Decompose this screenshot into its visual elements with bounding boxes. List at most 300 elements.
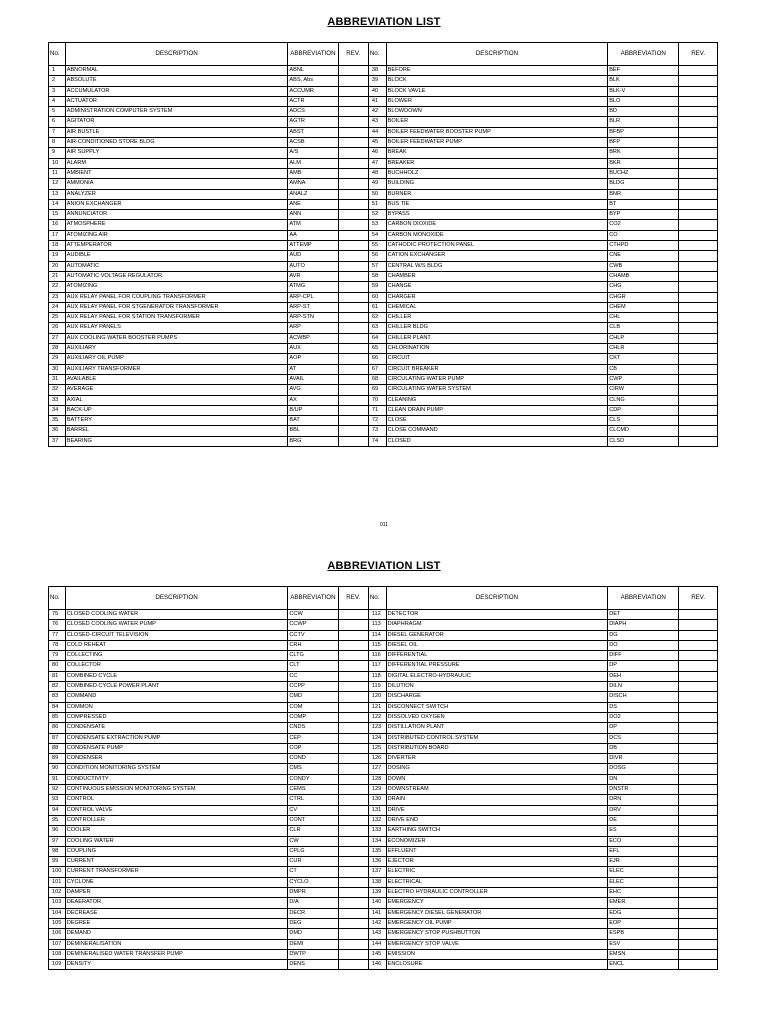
- cell-no: 142: [368, 918, 386, 928]
- cell-abbreviation: DEG: [288, 918, 338, 928]
- table-row: [49, 385, 718, 395]
- cell-abbreviation: AVG: [288, 385, 338, 395]
- cell-description: AMMONIA: [65, 179, 288, 189]
- cell-no: 135: [368, 846, 386, 856]
- cell-rev: [679, 354, 718, 364]
- cell-abbreviation: ADCS: [288, 107, 338, 117]
- cell-abbreviation: ABST: [288, 127, 338, 137]
- cell-no: 109: [49, 960, 66, 970]
- cell-rev: [679, 385, 718, 395]
- header-rev: REV.: [338, 587, 368, 610]
- cell-description: AUXILIARY TRANSFORMER: [65, 364, 288, 374]
- cell-rev: [338, 313, 368, 323]
- cell-rev: [679, 774, 718, 784]
- cell-abbreviation: CTHPD: [608, 241, 679, 251]
- abbreviation-table: [48, 42, 718, 447]
- cell-no: 31: [49, 374, 66, 384]
- cell-no: 118: [368, 671, 386, 681]
- header-abbreviation: ABBREVIATION: [608, 587, 679, 610]
- table-row: [49, 395, 718, 405]
- cell-no: 62: [368, 313, 386, 323]
- cell-description: CIRCUIT: [386, 354, 608, 364]
- cell-rev: [679, 282, 718, 292]
- cell-no: 10: [49, 158, 66, 168]
- cell-abbreviation: BAT: [288, 416, 338, 426]
- cell-rev: [679, 630, 718, 640]
- table-row: [49, 127, 718, 137]
- cell-rev: [338, 302, 368, 312]
- table-row: [49, 168, 718, 178]
- table-row: [49, 117, 718, 127]
- table-row: [49, 826, 718, 836]
- cell-abbreviation: CLB: [608, 323, 679, 333]
- cell-rev: [338, 898, 368, 908]
- cell-rev: [338, 96, 368, 106]
- cell-rev: [679, 189, 718, 199]
- cell-no: 3: [49, 86, 66, 96]
- table-row: [49, 785, 718, 795]
- cell-rev: [679, 416, 718, 426]
- cell-abbreviation: ACTR: [288, 96, 338, 106]
- cell-rev: [679, 86, 718, 96]
- cell-abbreviation: EDG: [608, 908, 679, 918]
- cell-no: 129: [368, 785, 386, 795]
- cell-abbreviation: DEMI: [288, 939, 338, 949]
- cell-description: DIESEL GENERATOR: [386, 630, 608, 640]
- cell-no: 60: [368, 292, 386, 302]
- cell-rev: [679, 364, 718, 374]
- cell-rev: [679, 702, 718, 712]
- cell-abbreviation: ACWBP: [288, 333, 338, 343]
- cell-no: 18: [49, 241, 66, 251]
- cell-no: 22: [49, 282, 66, 292]
- cell-abbreviation: AMB: [288, 168, 338, 178]
- cell-abbreviation: CMS: [288, 764, 338, 774]
- cell-abbreviation: ESV: [608, 939, 679, 949]
- cell-rev: [679, 918, 718, 928]
- cell-no: 114: [368, 630, 386, 640]
- cell-no: 119: [368, 682, 386, 692]
- cell-no: 101: [49, 877, 66, 887]
- cell-description: CENTRAL W/S BLDG: [386, 261, 608, 271]
- cell-rev: [679, 651, 718, 661]
- cell-no: 1: [49, 66, 66, 76]
- cell-rev: [679, 898, 718, 908]
- cell-description: DIFFERENTIAL PRESSURE: [386, 661, 608, 671]
- cell-no: 11: [49, 168, 66, 178]
- cell-abbreviation: CLT: [288, 661, 338, 671]
- cell-rev: [679, 754, 718, 764]
- cell-description: COMPRESSED: [65, 712, 288, 722]
- table-row: [49, 918, 718, 928]
- cell-abbreviation: BLR: [608, 117, 679, 127]
- cell-rev: [679, 661, 718, 671]
- cell-description: CONTROL: [65, 795, 288, 805]
- header-description: DESCRIPTION: [386, 587, 608, 610]
- cell-rev: [679, 960, 718, 970]
- table-row: [49, 179, 718, 189]
- table-row: [49, 754, 718, 764]
- cell-abbreviation: DILN: [608, 682, 679, 692]
- cell-abbreviation: BLO: [608, 96, 679, 106]
- table-row: [49, 96, 718, 106]
- cell-no: 19: [49, 251, 66, 261]
- cell-rev: [679, 117, 718, 127]
- cell-abbreviation: ARP: [288, 323, 338, 333]
- cell-rev: [679, 640, 718, 650]
- cell-rev: [338, 241, 368, 251]
- cell-abbreviation: ARP-CPL: [288, 292, 338, 302]
- cell-rev: [679, 857, 718, 867]
- cell-description: BREAKER: [386, 158, 608, 168]
- cell-rev: [338, 405, 368, 415]
- cell-abbreviation: CONT: [288, 815, 338, 825]
- cell-no: 90: [49, 764, 66, 774]
- cell-no: 48: [368, 168, 386, 178]
- cell-abbreviation: CV: [288, 805, 338, 815]
- cell-no: 37: [49, 436, 66, 446]
- cell-abbreviation: ATMG: [288, 282, 338, 292]
- cell-abbreviation: AUX: [288, 344, 338, 354]
- cell-description: DISTRIBUTION BOARD: [386, 743, 608, 753]
- cell-no: 26: [49, 323, 66, 333]
- cell-no: 38: [368, 66, 386, 76]
- cell-rev: [338, 436, 368, 446]
- cell-abbreviation: CHLR: [608, 344, 679, 354]
- cell-abbreviation: BBL: [288, 426, 338, 436]
- cell-description: AUX RELAY PANELS: [65, 323, 288, 333]
- cell-abbreviation: CHAMB: [608, 271, 679, 281]
- table-row: [49, 313, 718, 323]
- cell-description: AUX RELAY PANEL FOR STGENERATOR TRANSFORMER: [65, 302, 288, 312]
- cell-no: 69: [368, 385, 386, 395]
- table-row: [49, 815, 718, 825]
- cell-description: DILUTION: [386, 682, 608, 692]
- table-row: [49, 908, 718, 918]
- cell-rev: [338, 117, 368, 127]
- cell-abbreviation: CLTG: [288, 651, 338, 661]
- cell-abbreviation: DIVR: [608, 754, 679, 764]
- cell-description: BYPASS: [386, 210, 608, 220]
- cell-rev: [338, 712, 368, 722]
- cell-rev: [338, 220, 368, 230]
- cell-abbreviation: CONDY: [288, 774, 338, 784]
- cell-abbreviation: DS: [608, 702, 679, 712]
- cell-description: BEARING: [65, 436, 288, 446]
- cell-rev: [338, 127, 368, 137]
- cell-abbreviation: ARP-STN: [288, 313, 338, 323]
- cell-abbreviation: CWB: [608, 261, 679, 271]
- cell-abbreviation: D/A: [288, 898, 338, 908]
- cell-abbreviation: BRK: [608, 148, 679, 158]
- cell-abbreviation: ANN: [288, 210, 338, 220]
- cell-rev: [679, 230, 718, 240]
- cell-rev: [338, 867, 368, 877]
- cell-rev: [679, 158, 718, 168]
- cell-rev: [679, 908, 718, 918]
- table-row: [49, 610, 718, 620]
- cell-rev: [338, 374, 368, 384]
- cell-rev: [679, 620, 718, 630]
- cell-description: CYCLONE: [65, 877, 288, 887]
- table-row: [49, 158, 718, 168]
- cell-abbreviation: BLK-V: [608, 86, 679, 96]
- cell-rev: [338, 949, 368, 959]
- cell-rev: [338, 836, 368, 846]
- cell-abbreviation: DENS: [288, 960, 338, 970]
- cell-no: 92: [49, 785, 66, 795]
- page-number: 011: [380, 522, 388, 528]
- cell-no: 122: [368, 712, 386, 722]
- cell-description: CLOSED COOLING WATER PUMP: [65, 620, 288, 630]
- cell-description: AUX COOLING WATER BOOSTER PUMPS: [65, 333, 288, 343]
- cell-description: COOLING WATER: [65, 836, 288, 846]
- cell-rev: [679, 313, 718, 323]
- cell-description: EMERGENCY OIL PUMP: [386, 918, 608, 928]
- cell-description: AVERAGE: [65, 385, 288, 395]
- cell-rev: [679, 251, 718, 261]
- cell-no: 77: [49, 630, 66, 640]
- cell-abbreviation: CHG: [608, 282, 679, 292]
- cell-abbreviation: ES: [608, 826, 679, 836]
- cell-no: 105: [49, 918, 66, 928]
- cell-description: CHAMBER: [386, 271, 608, 281]
- cell-description: ABSOLUTE: [65, 76, 288, 86]
- cell-description: DECREASE: [65, 908, 288, 918]
- cell-rev: [338, 210, 368, 220]
- cell-abbreviation: BLDG: [608, 179, 679, 189]
- cell-abbreviation: CB: [608, 364, 679, 374]
- table-header-row: [49, 587, 718, 610]
- cell-abbreviation: ESPB: [608, 929, 679, 939]
- cell-rev: [679, 302, 718, 312]
- cell-no: 130: [368, 795, 386, 805]
- cell-no: 128: [368, 774, 386, 784]
- table-row: [49, 671, 718, 681]
- cell-no: 45: [368, 138, 386, 148]
- cell-rev: [338, 179, 368, 189]
- cell-rev: [679, 66, 718, 76]
- cell-no: 87: [49, 733, 66, 743]
- cell-description: BLOCK VAVLE: [386, 86, 608, 96]
- cell-rev: [338, 148, 368, 158]
- header-no: No.: [49, 587, 66, 610]
- table-row: [49, 960, 718, 970]
- cell-abbreviation: EMSN: [608, 949, 679, 959]
- cell-rev: [679, 764, 718, 774]
- cell-rev: [679, 723, 718, 733]
- cell-abbreviation: CCTV: [288, 630, 338, 640]
- cell-no: 58: [368, 271, 386, 281]
- cell-abbreviation: CDP: [608, 405, 679, 415]
- cell-description: DIGITAL ELECTRO-HYDRAULIC: [386, 671, 608, 681]
- cell-abbreviation: ELEC: [608, 867, 679, 877]
- cell-description: COOLER: [65, 826, 288, 836]
- cell-abbreviation: BRG: [288, 436, 338, 446]
- cell-description: CHILLER PLANT: [386, 333, 608, 343]
- cell-no: 131: [368, 805, 386, 815]
- cell-rev: [338, 929, 368, 939]
- cell-no: 42: [368, 107, 386, 117]
- cell-no: 137: [368, 867, 386, 877]
- cell-description: BLOWDOWN: [386, 107, 608, 117]
- cell-rev: [679, 323, 718, 333]
- cell-description: CONTROL VALVE: [65, 805, 288, 815]
- cell-abbreviation: CLNG: [608, 395, 679, 405]
- cell-no: 80: [49, 661, 66, 671]
- cell-rev: [679, 76, 718, 86]
- cell-abbreviation: CNDS: [288, 723, 338, 733]
- header-no: No.: [368, 587, 386, 610]
- cell-no: 125: [368, 743, 386, 753]
- cell-abbreviation: AUD: [288, 251, 338, 261]
- cell-rev: [338, 107, 368, 117]
- cell-abbreviation: B/UP: [288, 405, 338, 415]
- cell-no: 4: [49, 96, 66, 106]
- cell-rev: [679, 671, 718, 681]
- cell-description: DEMINERALISED WATER TRANSFER PUMP: [65, 949, 288, 959]
- cell-no: 50: [368, 189, 386, 199]
- cell-no: 43: [368, 117, 386, 127]
- cell-abbreviation: DO2: [608, 712, 679, 722]
- cell-rev: [679, 333, 718, 343]
- cell-description: ALARM: [65, 158, 288, 168]
- cell-rev: [679, 785, 718, 795]
- cell-description: BARREL: [65, 426, 288, 436]
- cell-rev: [338, 630, 368, 640]
- cell-rev: [679, 888, 718, 898]
- cell-rev: [679, 261, 718, 271]
- cell-description: CHARGER: [386, 292, 608, 302]
- cell-description: AUX RELAY PANEL FOR COUPLING TRANSFORMER: [65, 292, 288, 302]
- cell-description: CIRCULATING WATER PUMP: [386, 374, 608, 384]
- cell-no: 76: [49, 620, 66, 630]
- cell-abbreviation: COMP: [288, 712, 338, 722]
- cell-no: 71: [368, 405, 386, 415]
- table-row: [49, 333, 718, 343]
- cell-description: BOILER FEEDWATER PUMP: [386, 138, 608, 148]
- cell-abbreviation: BKR: [608, 158, 679, 168]
- cell-description: DISCHARGE: [386, 692, 608, 702]
- page-title: ABBREVIATION LIST: [327, 560, 441, 572]
- cell-rev: [338, 846, 368, 856]
- cell-rev: [679, 241, 718, 251]
- cell-no: 103: [49, 898, 66, 908]
- cell-description: CARBON DIOXIDE: [386, 220, 608, 230]
- cell-no: 49: [368, 179, 386, 189]
- cell-description: AVAILABLE: [65, 374, 288, 384]
- cell-abbreviation: EFL: [608, 846, 679, 856]
- cell-rev: [338, 743, 368, 753]
- cell-rev: [338, 702, 368, 712]
- table-row: [49, 323, 718, 333]
- cell-no: 120: [368, 692, 386, 702]
- cell-abbreviation: CEMS: [288, 785, 338, 795]
- cell-description: COMBINED CYCLE POWER PLANT: [65, 682, 288, 692]
- cell-abbreviation: CCPP: [288, 682, 338, 692]
- cell-no: 138: [368, 877, 386, 887]
- cell-rev: [338, 754, 368, 764]
- cell-no: 7: [49, 127, 66, 137]
- cell-rev: [338, 158, 368, 168]
- cell-description: ATTEMPERATOR: [65, 241, 288, 251]
- cell-description: DETECTOR: [386, 610, 608, 620]
- cell-rev: [338, 960, 368, 970]
- cell-rev: [679, 107, 718, 117]
- cell-rev: [338, 651, 368, 661]
- cell-abbreviation: DO: [608, 640, 679, 650]
- cell-no: 104: [49, 908, 66, 918]
- cell-no: 15: [49, 210, 66, 220]
- table-row: [49, 199, 718, 209]
- cell-description: CLOSED-CIRCUIT TELEVISION: [65, 630, 288, 640]
- cell-description: DAMPER: [65, 888, 288, 898]
- table-row: [49, 743, 718, 753]
- cell-description: CARBON MONOXIDE: [386, 230, 608, 240]
- cell-no: 61: [368, 302, 386, 312]
- cell-description: ENCLOSURE: [386, 960, 608, 970]
- cell-abbreviation: BEF: [608, 66, 679, 76]
- cell-description: COMMAND: [65, 692, 288, 702]
- cell-rev: [338, 610, 368, 620]
- cell-rev: [338, 888, 368, 898]
- cell-abbreviation: CLS: [608, 416, 679, 426]
- cell-abbreviation: CEP: [288, 733, 338, 743]
- cell-abbreviation: COM: [288, 702, 338, 712]
- table-row: [49, 292, 718, 302]
- cell-rev: [679, 344, 718, 354]
- table-row: [49, 374, 718, 384]
- cell-no: 25: [49, 313, 66, 323]
- cell-description: ATOMIZING: [65, 282, 288, 292]
- table-row: [49, 805, 718, 815]
- cell-rev: [338, 826, 368, 836]
- cell-abbreviation: DP: [608, 661, 679, 671]
- cell-abbreviation: DOSG: [608, 764, 679, 774]
- cell-no: 99: [49, 857, 66, 867]
- cell-description: BOILER FEEDWATER BOOSTER PUMP: [386, 127, 608, 137]
- cell-abbreviation: ATTEMP: [288, 241, 338, 251]
- table-row: [49, 774, 718, 784]
- cell-description: DISTILLATION PLANT: [386, 723, 608, 733]
- cell-description: COLLECTOR: [65, 661, 288, 671]
- cell-no: 133: [368, 826, 386, 836]
- cell-no: 23: [49, 292, 66, 302]
- table-row: [49, 261, 718, 271]
- cell-abbreviation: AVAIL: [288, 374, 338, 384]
- cell-description: COMBINED CYCLE: [65, 671, 288, 681]
- table-row: [49, 66, 718, 76]
- cell-description: AIR-CONDITIONED STORE BLDG: [65, 138, 288, 148]
- cell-description: EJECTOR: [386, 857, 608, 867]
- header-no: No.: [368, 43, 386, 66]
- cell-rev: [679, 826, 718, 836]
- cell-abbreviation: CNE: [608, 251, 679, 261]
- cell-abbreviation: CO2: [608, 220, 679, 230]
- cell-abbreviation: BYP: [608, 210, 679, 220]
- cell-description: DOWN: [386, 774, 608, 784]
- cell-abbreviation: ABNL: [288, 66, 338, 76]
- cell-rev: [338, 774, 368, 784]
- cell-no: 98: [49, 846, 66, 856]
- cell-description: CONDENSER: [65, 754, 288, 764]
- cell-no: 59: [368, 282, 386, 292]
- cell-abbreviation: AGTR: [288, 117, 338, 127]
- cell-no: 113: [368, 620, 386, 630]
- cell-rev: [338, 426, 368, 436]
- table-row: [49, 251, 718, 261]
- cell-rev: [338, 292, 368, 302]
